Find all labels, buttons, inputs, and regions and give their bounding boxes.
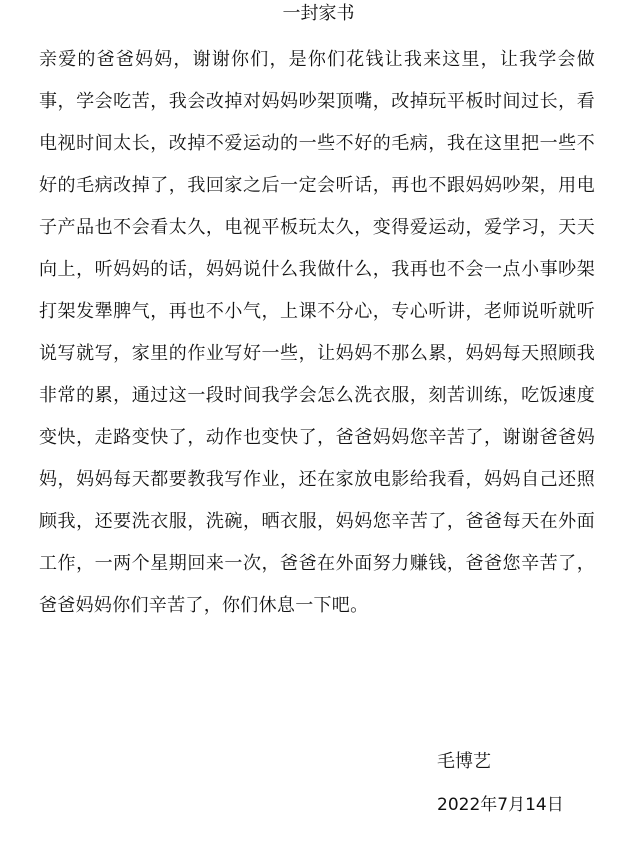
letter-date: 2022年7月14日	[437, 795, 564, 815]
letter-body: 亲爱的爸爸妈妈，谢谢你们，是你们花钱让我来这里，让我学会做事，学会吃苦，我会改掉对妈妈吵架顶嘴，改掉玩平板时间过长，看电视时间太长，改掉不爱运动的一些不好的毛病，我在这里把一些不好的毛病改掉了，我回家之后一定会听话，再也不跟妈妈吵架，用电子产品也不会看太久，电视平板玩太久，变得爱运动，爱学习，天天向上，听妈妈的话，妈妈说什么我做什么，我再也不会一点小事吵架打架发犟脾气，再也不小气，上课不分心，专心听讲，老师说听就听说写就写，家里的作业写好一些，让妈妈不那么累，妈妈每天照顾我非常的累，通过这一段时间我学会怎么洗衣服，刻苦训练，吃饭速度变快，走路变快了，动作也变快了，爸爸妈妈您辛苦了，谢谢爸爸妈妈，妈妈每天都要教我写作业，还在家放电影给我看，妈妈自己还照顾我，还要洗衣服，洗碗，晒衣服，妈妈您辛苦了，爸爸每天在外面工作，一两个星期回来一次，爸爸在外面努力赚钱，爸爸您辛苦了，爸爸妈妈你们辛苦了，你们休息一下吧。	[39, 49, 595, 616]
letter-signature: 毛博艺	[437, 751, 491, 772]
letter-title: 一封家书	[282, 3, 355, 24]
